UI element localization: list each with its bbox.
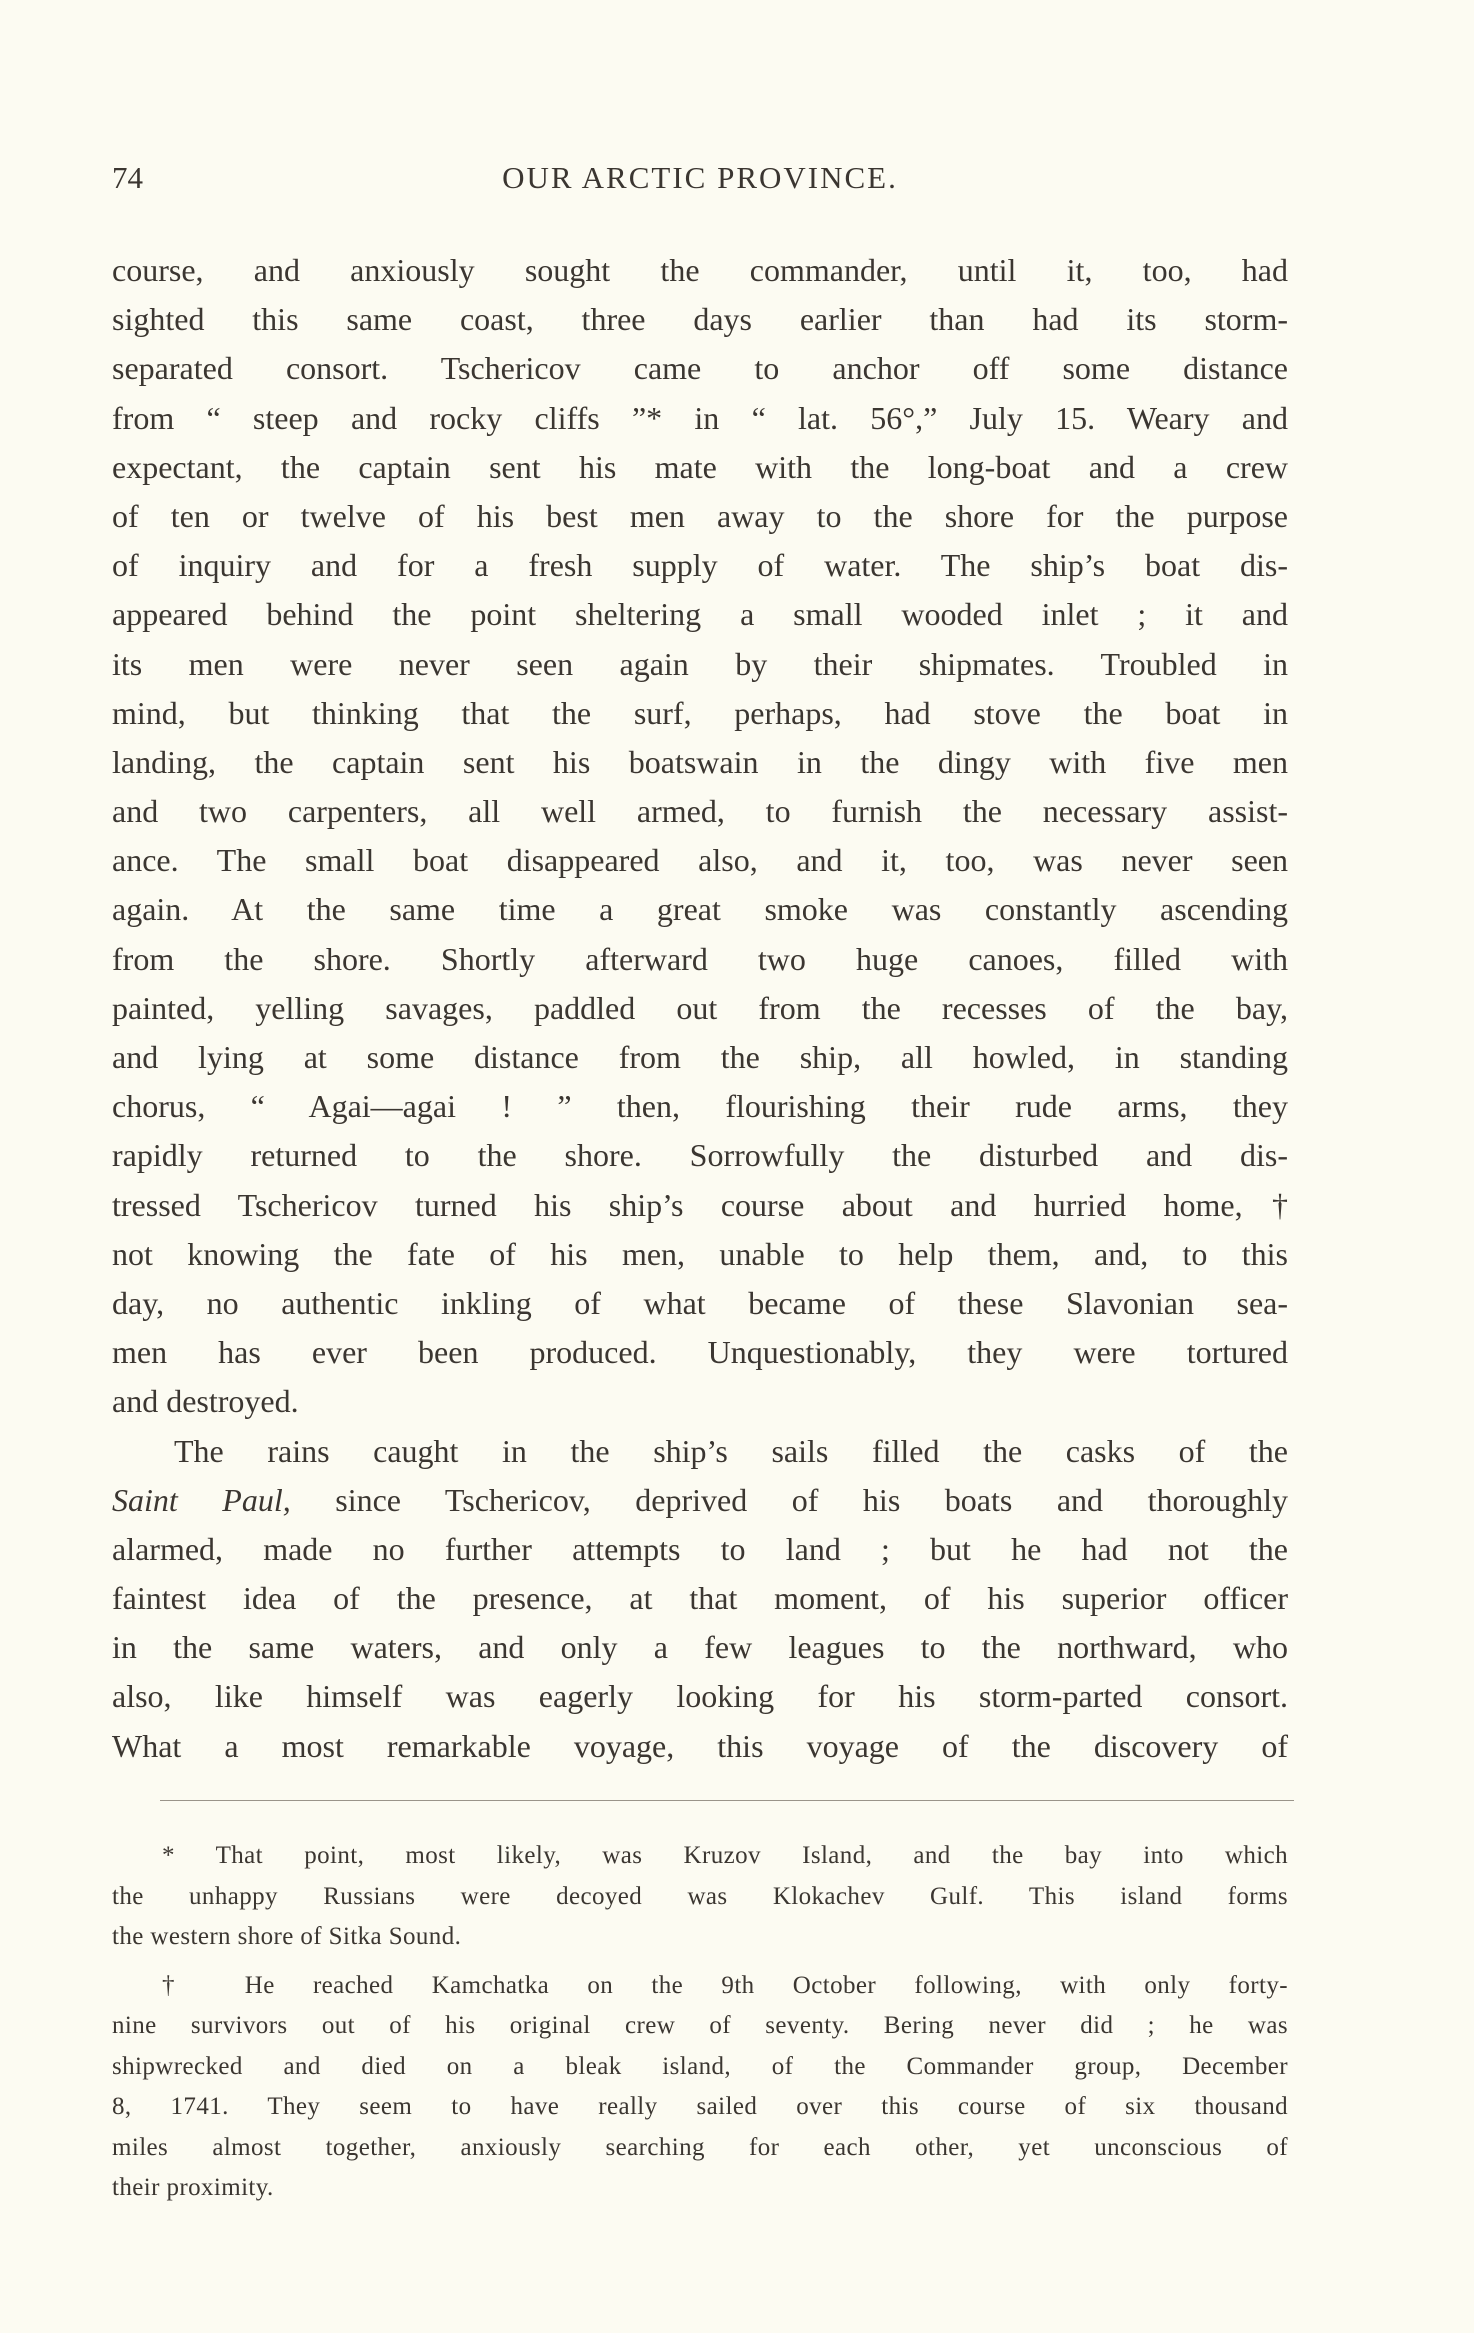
text-line: mind, but thinking that the surf, perhaps, had stove the boat in bbox=[112, 694, 1288, 731]
text-line: alarmed, made no further attempts to land ; but he had not the bbox=[112, 1530, 1288, 1567]
text-line: again. At the same time a great smoke was constantly ascending bbox=[112, 891, 1288, 928]
text-line: course, and anxiously sought the commander, until it, too, had bbox=[112, 252, 1288, 288]
text-line: not knowing the fate of his men, unable to help them, and, to this bbox=[112, 1235, 1288, 1272]
text-line: The rains caught in the ship’s sails filled the casks of the bbox=[174, 1432, 1288, 1469]
body-text bbox=[112, 246, 1288, 1771]
footnotes bbox=[112, 1836, 1288, 2209]
text-line: from “ steep and rocky cliffs ”* in “ lat. 56°,” July 15. Weary and bbox=[112, 399, 1288, 436]
footnote-line: their proximity. bbox=[112, 2174, 274, 2201]
footnote-line: shipwrecked and died on a bleak island, of the Commander group, December bbox=[112, 2052, 1288, 2080]
text-line: tressed Tschericov turned his ship’s course about and hurried home,† bbox=[112, 1186, 1288, 1223]
text-line: chorus, “ Agai—agai ! ” then, flourishing their rude arms, they bbox=[112, 1088, 1288, 1125]
text-line: faintest idea of the presence, at that moment, of his superior officer bbox=[112, 1580, 1288, 1617]
text-line: of inquiry and for a fresh supply of water. The ship’s boat dis- bbox=[112, 547, 1288, 584]
text-line: from the shore. Shortly afterward two huge canoes, filled with bbox=[112, 940, 1288, 977]
text-line: separated consort. Tschericov came to anchor off some distance bbox=[112, 350, 1288, 387]
footnote-line: * That point, most likely, was Kruzov Island, and the bay into which bbox=[162, 1842, 1288, 1869]
page-number: 74 bbox=[112, 160, 143, 195]
text-line: appeared behind the point sheltering a small wooded inlet ; it and bbox=[112, 596, 1288, 633]
text-line: men has ever been produced. Unquestionably, they were tortured bbox=[112, 1334, 1288, 1371]
footnote-divider bbox=[160, 1800, 1294, 1801]
running-title: OUR ARCTIC PROVINCE. bbox=[502, 160, 898, 195]
text-line: day, no authentic inkling of what became of these Slavonian sea- bbox=[112, 1284, 1288, 1321]
text-line: expectant, the captain sent his mate with the long-boat and a crew bbox=[112, 448, 1288, 485]
text-line: of ten or twelve of his best men away to the shore for the purpose bbox=[112, 497, 1288, 534]
text-line: landing, the captain sent his boatswain in the dingy with five men bbox=[112, 743, 1288, 780]
text-line: ance. The small boat disappeared also, and it, too, was never seen bbox=[112, 842, 1288, 879]
footnote-line: the unhappy Russians were decoyed was Klokachev Gulf. This island forms bbox=[112, 1882, 1288, 1910]
footnote-line: miles almost together, anxiously searching for each other, yet unconscious of bbox=[112, 2133, 1288, 2161]
text-line: rapidly returned to the shore. Sorrowfully the disturbed and dis- bbox=[112, 1137, 1288, 1174]
text-line: and lying at some distance from the ship, all howled, in standing bbox=[112, 1039, 1288, 1075]
footnote-line: † He reached Kamchatka on the 9th October following, with only forty- bbox=[162, 1971, 1288, 1999]
footnote-line: the western shore of Sitka Sound. bbox=[112, 1923, 462, 1950]
text-line: What a most remarkable voyage, this voyage of the discovery of bbox=[112, 1727, 1288, 1764]
running-header bbox=[112, 160, 1288, 204]
text-line: painted, yelling savages, paddled out from the recesses of the bay, bbox=[112, 989, 1288, 1026]
text-line: also, like himself was eagerly looking for his storm-parted consort. bbox=[112, 1678, 1288, 1715]
text-line: and destroyed. bbox=[112, 1383, 299, 1420]
footnote-line: nine survivors out of his original crew of seventy. Bering never did ; he was bbox=[112, 2012, 1288, 2039]
footnote-line: 8, 1741. They seem to have really sailed over this course of six thousand bbox=[112, 2093, 1288, 2120]
text-line: sighted this same coast, three days earlier than had its storm- bbox=[112, 301, 1288, 338]
text-segment: since Tschericov, deprived of his boats and thoroughly bbox=[290, 1481, 1289, 1518]
text-line bbox=[112, 1476, 1288, 1525]
italic-ship-name: Saint Paul, bbox=[112, 1481, 291, 1518]
text-line: in the same waters, and only a few leagues to the northward, who bbox=[112, 1629, 1288, 1666]
text-line: its men were never seen again by their shipmates. Troubled in bbox=[112, 645, 1288, 682]
text-line: and two carpenters, all well armed, to furnish the necessary assist- bbox=[112, 793, 1288, 830]
